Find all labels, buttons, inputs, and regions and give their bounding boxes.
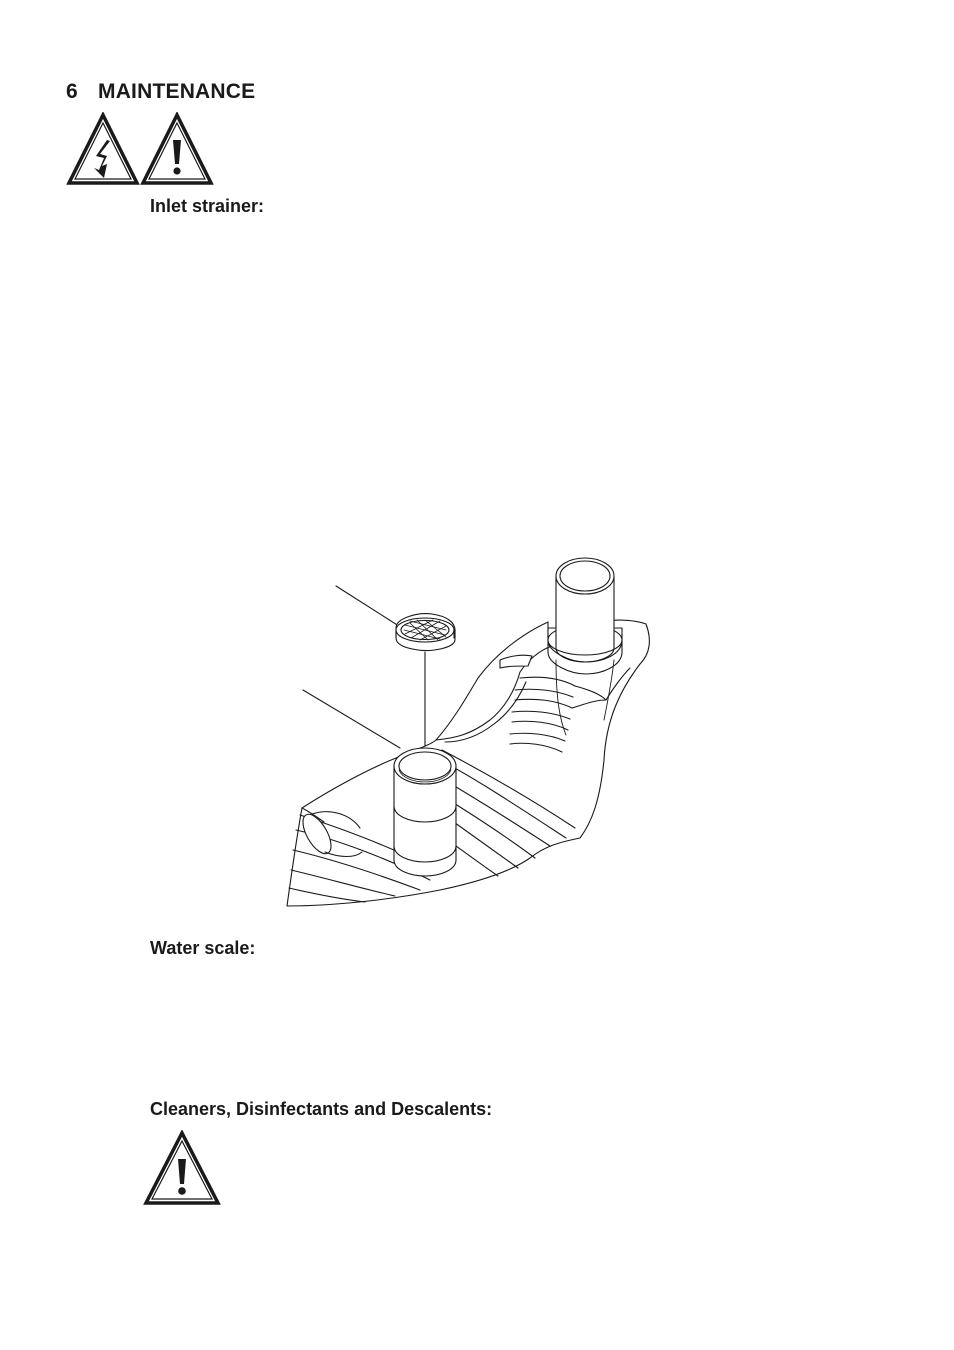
caution-icon bbox=[143, 1130, 221, 1206]
strainer-disc bbox=[396, 614, 455, 651]
pump-housing bbox=[287, 620, 649, 906]
water-scale-heading: Water scale: bbox=[150, 938, 256, 958]
inlet-strainer-heading: Inlet strainer: bbox=[150, 196, 265, 216]
warning-symbols bbox=[66, 112, 216, 188]
inlet-strainer-diagram bbox=[280, 548, 660, 913]
cleaners-heading: Cleaners, Disinfectants and Descalents: bbox=[150, 1099, 493, 1119]
caution-icon bbox=[143, 115, 211, 183]
section-title: MAINTENANCE bbox=[98, 80, 256, 103]
leader-lines bbox=[303, 586, 425, 750]
electrical-hazard-icon bbox=[69, 115, 137, 183]
inlet-pipe bbox=[394, 748, 456, 876]
section-number: 6 bbox=[66, 80, 78, 103]
section-heading bbox=[66, 80, 255, 104]
